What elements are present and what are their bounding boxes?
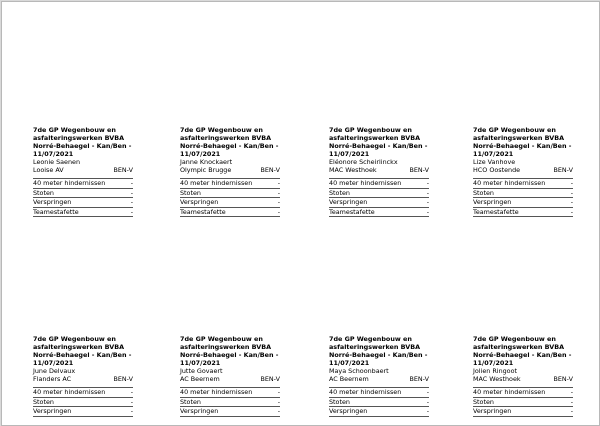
- event-row: [33, 179, 133, 189]
- competition-title: 7de GP Wegenbouw en asfalteringswerken BVBA Norré-Behaegel - Kan/Ben - 11/07/2021: [473, 335, 572, 367]
- event-row: [33, 398, 133, 408]
- event-result: -: [570, 198, 573, 207]
- event-result: -: [130, 179, 133, 188]
- club-row: [473, 376, 573, 384]
- event-label: Verspringen: [329, 198, 368, 207]
- competition-title: 7de GP Wegenbouw en asfalteringswerken BVBA Norré-Behaegel - Kan/Ben - 11/07/2021: [473, 126, 572, 158]
- club-row: [180, 376, 280, 384]
- event-row: [473, 179, 573, 189]
- event-row: [180, 198, 280, 208]
- event-label: Verspringen: [473, 407, 512, 416]
- event-label: Stoten: [329, 397, 350, 406]
- event-label: Stoten: [180, 397, 201, 406]
- event-row: [33, 407, 133, 417]
- category-code: BEN-V: [409, 374, 429, 383]
- event-row: [473, 398, 573, 408]
- competition-title: 7de GP Wegenbouw en asfalteringswerken BVBA Norré-Behaegel - Kan/Ben - 11/07/2021: [180, 126, 279, 158]
- event-label: 40 meter hindernissen: [473, 388, 546, 397]
- event-result: -: [130, 407, 133, 416]
- event-label: Stoten: [33, 397, 54, 406]
- event-list: [33, 387, 133, 417]
- competition-title: 7de GP Wegenbouw en asfalteringswerken BVBA Norré-Behaegel - Kan/Ben - 11/07/2021: [33, 335, 132, 367]
- event-row: [473, 407, 573, 417]
- club-name: Looise AV: [33, 165, 64, 174]
- event-label: 40 meter hindernissen: [33, 388, 106, 397]
- event-row: [33, 198, 133, 208]
- event-label: Stoten: [329, 188, 350, 197]
- club-row: [473, 167, 573, 175]
- event-result: -: [130, 198, 133, 207]
- club-row: [329, 376, 429, 384]
- club-name: MAC Westhoek: [329, 165, 377, 174]
- competition-title: 7de GP Wegenbouw en asfalteringswerken BVBA Norré-Behaegel - Kan/Ben - 11/07/2021: [33, 126, 132, 158]
- athlete-card: [180, 336, 280, 417]
- club-name: Olympic Brugge: [180, 165, 232, 174]
- event-result: -: [130, 207, 133, 216]
- event-list: [473, 178, 573, 217]
- event-row: [33, 189, 133, 199]
- event-row: [329, 407, 429, 417]
- event-list: [33, 178, 133, 217]
- event-result: -: [277, 188, 280, 197]
- event-label: Teamestafette: [180, 207, 226, 216]
- competition-title: 7de GP Wegenbouw en asfalteringswerken BVBA Norré-Behaegel - Kan/Ben - 11/07/2021: [329, 335, 428, 367]
- club-name: AC Beernem: [180, 374, 220, 383]
- event-label: Teamestafette: [473, 207, 519, 216]
- event-label: 40 meter hindernissen: [180, 388, 253, 397]
- club-row: [33, 376, 133, 384]
- event-row: [33, 208, 133, 218]
- event-result: -: [426, 397, 429, 406]
- event-label: 40 meter hindernissen: [329, 179, 402, 188]
- event-list: [329, 387, 429, 417]
- event-result: -: [426, 198, 429, 207]
- event-result: -: [277, 397, 280, 406]
- athlete-card: [473, 336, 573, 417]
- event-row: [180, 407, 280, 417]
- event-list: [180, 387, 280, 417]
- event-label: Verspringen: [33, 198, 72, 207]
- event-result: -: [570, 407, 573, 416]
- event-result: -: [570, 188, 573, 197]
- event-row: [180, 388, 280, 398]
- athlete-name: Jolien Ringoot: [473, 366, 518, 375]
- event-row: [329, 179, 429, 189]
- event-row: [473, 388, 573, 398]
- event-label: Stoten: [33, 188, 54, 197]
- category-code: BEN-V: [260, 374, 280, 383]
- event-result: -: [277, 388, 280, 397]
- event-row: [329, 189, 429, 199]
- event-label: Stoten: [473, 397, 494, 406]
- event-row: [180, 189, 280, 199]
- event-result: -: [277, 179, 280, 188]
- event-result: -: [130, 397, 133, 406]
- event-result: -: [277, 407, 280, 416]
- athlete-card: [473, 127, 573, 217]
- club-row: [33, 167, 133, 175]
- event-row: [329, 388, 429, 398]
- event-result: -: [570, 397, 573, 406]
- athlete-card: [33, 127, 133, 217]
- club-name: AC Beernem: [329, 374, 369, 383]
- category-code: BEN-V: [553, 165, 573, 174]
- athlete-name: Jutte Govaert: [180, 366, 223, 375]
- competition-title: 7de GP Wegenbouw en asfalteringswerken BVBA Norré-Behaegel - Kan/Ben - 11/07/2021: [180, 335, 279, 367]
- event-row: [180, 208, 280, 218]
- athlete-name: Leonie Saenen: [33, 157, 81, 166]
- club-row: [329, 167, 429, 175]
- category-code: BEN-V: [553, 374, 573, 383]
- event-result: -: [130, 188, 133, 197]
- competition-title: 7de GP Wegenbouw en asfalteringswerken BVBA Norré-Behaegel - Kan/Ben - 11/07/2021: [329, 126, 428, 158]
- athlete-card: [180, 127, 280, 217]
- athlete-card: [329, 336, 429, 417]
- event-result: -: [426, 179, 429, 188]
- event-list: [473, 387, 573, 417]
- event-label: Teamestafette: [329, 207, 375, 216]
- event-result: -: [130, 388, 133, 397]
- event-result: -: [277, 207, 280, 216]
- athlete-name: June Delvaux: [33, 366, 76, 375]
- event-row: [33, 388, 133, 398]
- event-label: Verspringen: [33, 407, 72, 416]
- event-label: Teamestafette: [33, 207, 79, 216]
- event-row: [473, 189, 573, 199]
- club-name: Flanders AC: [33, 374, 72, 383]
- event-label: Verspringen: [473, 198, 512, 207]
- category-code: BEN-V: [113, 374, 133, 383]
- event-label: 40 meter hindernissen: [473, 179, 546, 188]
- category-code: BEN-V: [113, 165, 133, 174]
- athlete-card: [329, 127, 429, 217]
- event-list: [329, 178, 429, 217]
- event-result: -: [426, 188, 429, 197]
- event-row: [329, 208, 429, 218]
- athlete-name: Lize Vanhove: [473, 157, 516, 166]
- club-name: HCO Oostende: [473, 165, 521, 174]
- club-row: [180, 167, 280, 175]
- event-result: -: [426, 388, 429, 397]
- event-result: -: [426, 407, 429, 416]
- event-result: -: [570, 207, 573, 216]
- club-name: MAC Westhoek: [473, 374, 521, 383]
- event-label: Stoten: [180, 188, 201, 197]
- event-label: 40 meter hindernissen: [33, 179, 106, 188]
- athlete-name: Janne Knockaert: [180, 157, 233, 166]
- event-list: [180, 178, 280, 217]
- event-result: -: [277, 198, 280, 207]
- event-row: [180, 179, 280, 189]
- event-label: 40 meter hindernissen: [180, 179, 253, 188]
- event-label: 40 meter hindernissen: [329, 388, 402, 397]
- event-row: [473, 198, 573, 208]
- event-label: Verspringen: [180, 407, 219, 416]
- event-row: [329, 198, 429, 208]
- event-result: -: [570, 179, 573, 188]
- athlete-name: Eléonore Scheirlinckx: [329, 157, 398, 166]
- athlete-card: [33, 336, 133, 417]
- event-label: Verspringen: [329, 407, 368, 416]
- event-label: Stoten: [473, 188, 494, 197]
- athlete-name: Maya Schoonbaert: [329, 366, 389, 375]
- category-code: BEN-V: [260, 165, 280, 174]
- event-result: -: [426, 207, 429, 216]
- event-row: [473, 208, 573, 218]
- category-code: BEN-V: [409, 165, 429, 174]
- event-row: [329, 398, 429, 408]
- event-row: [180, 398, 280, 408]
- document-page: [1, 1, 600, 426]
- event-label: Verspringen: [180, 198, 219, 207]
- event-result: -: [570, 388, 573, 397]
